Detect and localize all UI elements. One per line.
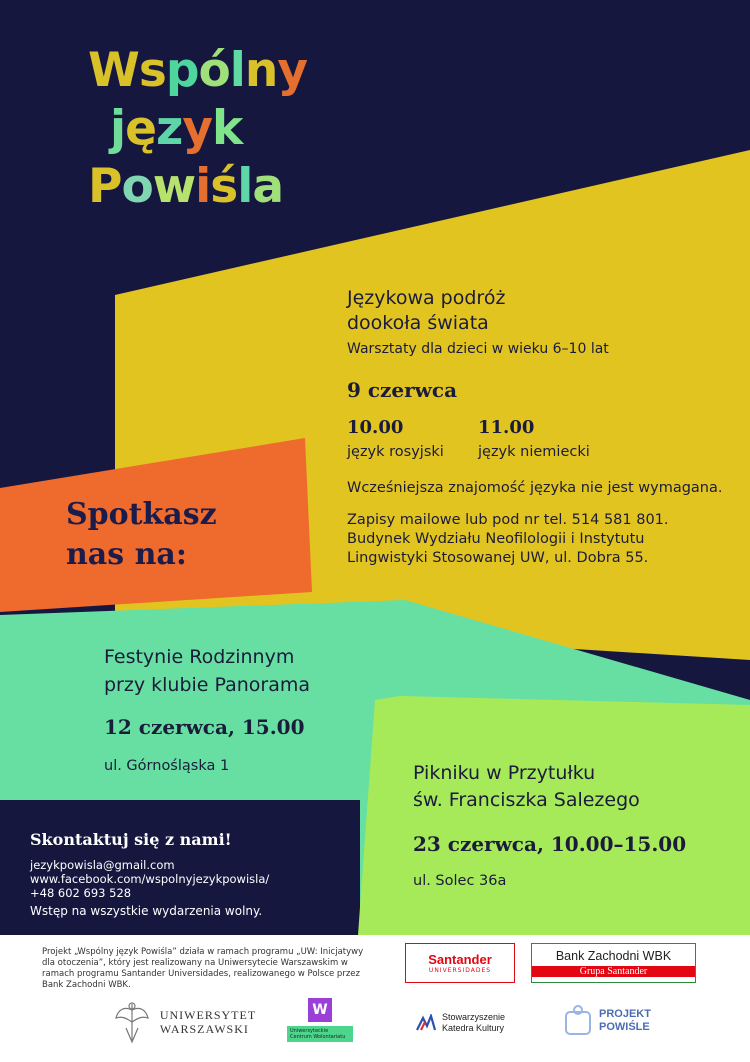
event3-date: 23 czerwca, 10.00–15.00 [413, 832, 687, 856]
wolontariat-label: Uniwersyteckie Centrum Wolontariatu [287, 1026, 353, 1042]
event1-info-line1: Zapisy mailowe lub pod nr tel. 514 581 801. [347, 512, 669, 528]
title-letter: o [121, 159, 153, 214]
katedra-line2: Katedra Kultury [441, 1023, 505, 1033]
event1-info-line2: Budynek Wydziału Neofilologii i Instytutu [347, 531, 645, 547]
event2-title-line2: przy klubie Panorama [104, 674, 311, 696]
title-letter: a [252, 159, 284, 214]
powisle-line1: PROJEKT [599, 1008, 651, 1020]
event3-address: ul. Solec 36a [413, 873, 507, 889]
title-letter: j [110, 101, 126, 156]
event1-date: 9 czerwca [347, 378, 458, 402]
title-letter: y [182, 101, 213, 156]
event3-title-line1: Pikniku w Przytułku [413, 762, 596, 784]
wolontariat-logo [285, 997, 355, 1043]
title-line-3 [88, 158, 307, 216]
wolontariat-mark-icon: W [308, 998, 332, 1022]
event2-date: 12 czerwca, 15.00 [104, 715, 305, 739]
title-letter: Ws [88, 43, 166, 98]
meet-line2: nas na: [66, 537, 187, 572]
event1-note: Wcześniejsza znajomość języka nie jest wymagana. [347, 480, 723, 496]
contact-phone[interactable]: +48 602 693 528 [30, 886, 132, 900]
title-letter: i [195, 159, 211, 214]
contact-email[interactable]: jezykpowisla@gmail.com [30, 858, 175, 872]
title-letter: p [165, 43, 199, 98]
lime-shape [358, 696, 750, 935]
title-letter: n [244, 43, 278, 98]
uw-logo [105, 995, 265, 1049]
eagle-emblem-icon [114, 998, 150, 1046]
katedra-line1: Stowarzyszenie [441, 1012, 506, 1022]
uw-name-line1: UNIWERSYTET [159, 1008, 257, 1022]
event2-title-line1: Festynie Rodzinnym [104, 646, 295, 668]
event2-address: ul. Górnośląska 1 [104, 758, 230, 774]
title-line-1 [88, 42, 307, 100]
title-letter: l [237, 159, 253, 214]
contact-title: Skontaktuj się z nami! [30, 830, 232, 849]
santander-logo [405, 943, 515, 983]
footer-note: Projekt „Wspólny język Powiśla” działa w ramach programu „UW: Inicjatywy dla otoczenia”, który jest realizowany na Uniwersytecie Warszawskim w ramach programu Santander Universidades, realizowanego w Polsce przez Bank Zachodni WBK. [42, 947, 364, 990]
footer [0, 935, 750, 1062]
title-letter: l [229, 43, 245, 98]
event1-subtitle: Warsztaty dla dzieci w wieku 6–10 lat [347, 341, 609, 357]
title-letter: ę [125, 101, 157, 156]
title-letter: w [152, 159, 196, 214]
poster-title [88, 42, 307, 216]
event1-title-line2: dookoła świata [347, 312, 489, 334]
contact-facebook[interactable]: www.facebook.com/wspolnyjezykpowisla/ [30, 872, 270, 886]
event3-title-line2: św. Franciszka Salezego [413, 789, 640, 811]
katedra-logo [400, 1005, 520, 1041]
powisle-line2: POWIŚLE [599, 1021, 650, 1033]
uw-name-line2: WARSZAWSKI [159, 1022, 249, 1036]
bzwbk-logo [531, 943, 696, 983]
meet-line1: Spotkasz [66, 497, 217, 532]
free-entry-note: Wstęp na wszystkie wydarzenia wolny. [30, 904, 263, 918]
title-line-2 [88, 100, 307, 158]
event1-session1-time: 10.00 [347, 417, 404, 438]
event1-title-line1: Językowa podróż [347, 287, 506, 309]
title-letter: P [88, 159, 122, 214]
projekt-powisle-mark-icon [563, 1004, 593, 1038]
title-letter: ó [198, 43, 230, 98]
title-letter: y [277, 43, 308, 98]
title-letter: ś [210, 159, 238, 214]
event1-session1-lang: język rosyjski [347, 444, 444, 460]
bzwbk-name: Bank Zachodni WBK [555, 949, 672, 963]
event1-session2-lang: język niemiecki [478, 444, 590, 460]
title-letter: z [156, 101, 183, 156]
event1-session2-time: 11.00 [478, 417, 535, 438]
event1-info-line3: Lingwistyki Stosowanej UW, ul. Dobra 55. [347, 550, 649, 566]
title-letter: k [212, 101, 243, 156]
bzwbk-sub: Grupa Santander [532, 966, 695, 977]
projekt-powisle-logo [552, 997, 662, 1045]
katedra-mark-icon [415, 1014, 437, 1032]
santander-sub: UNIVERSIDADES [428, 967, 492, 974]
santander-name: Santander [428, 952, 492, 967]
